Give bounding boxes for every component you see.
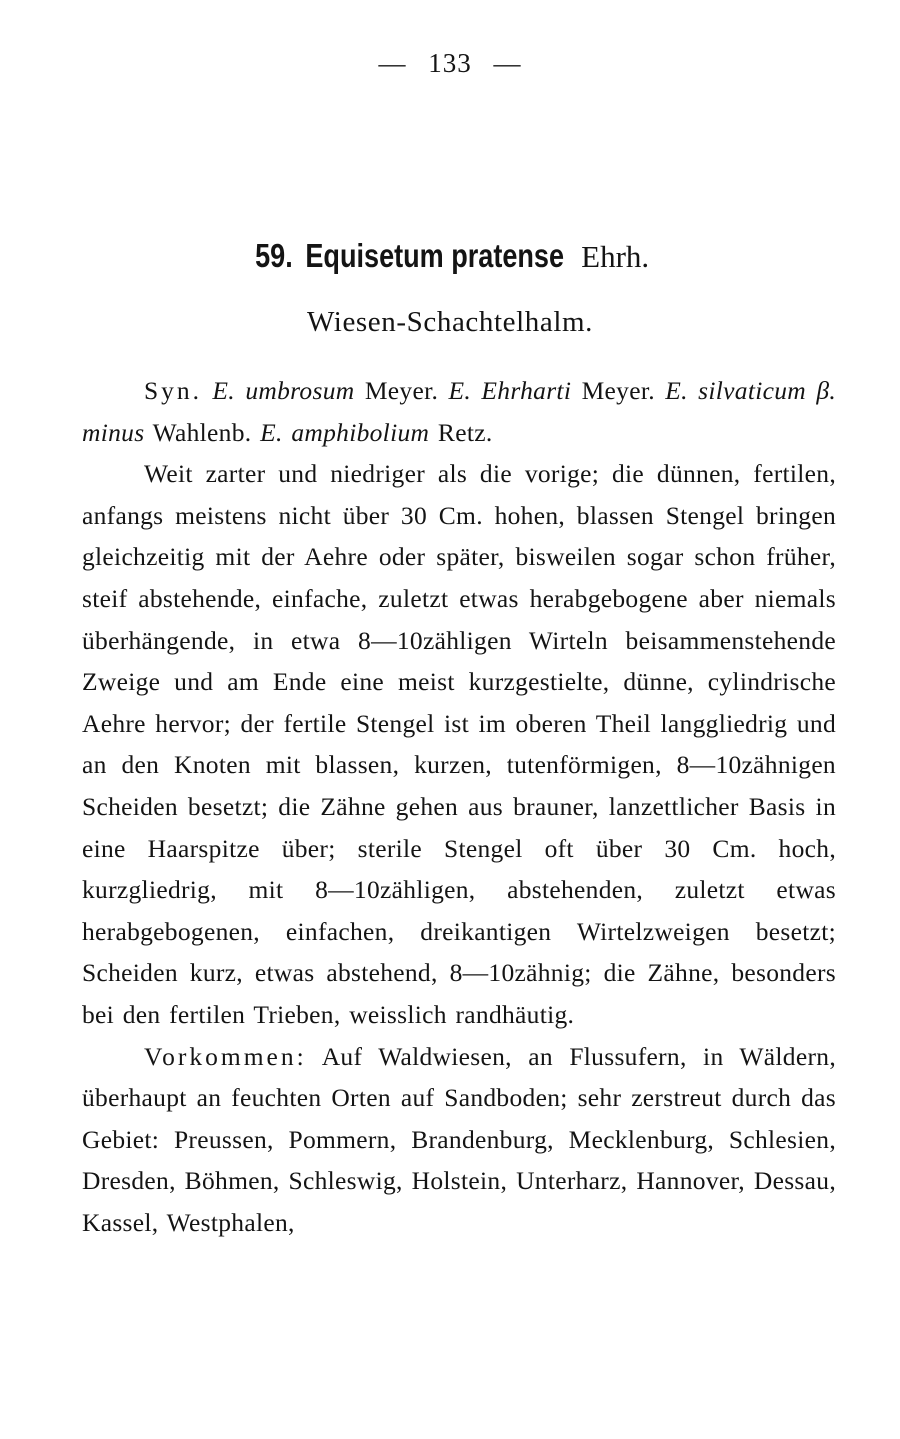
species-heading <box>0 236 900 277</box>
common-name: Wiesen-Schachtelhalm. <box>306 306 594 338</box>
synonym: E. umbrosum <box>212 376 355 405</box>
occurrence-paragraph <box>82 1036 836 1244</box>
synonym-author: Retz. <box>429 417 493 447</box>
species-name: Equisetum pratense <box>305 237 565 274</box>
occurrence-text: Auf Waldwiesen, an Flussufern, in Wäldern, überhaupt an feuchten Orten auf Sandboden; sehr zerstreut durch das Gebiet: Preussen, Pommern, Brandenburg, Mecklenburg, Schlesien, Dresden, Böhmen, Schleswig, Holstein, Unterharz, Hannover, Dessau, Kassel, Westphalen, <box>82 1041 836 1237</box>
synonyms-label: Syn. <box>144 376 203 405</box>
body-text <box>82 370 836 1243</box>
synonym: E. silvaticum β. minus <box>82 376 837 447</box>
synonym: E. amphibolium <box>260 417 430 447</box>
synonym-author: Wahlenb. <box>144 417 261 447</box>
synonym-author: Meyer. <box>354 376 449 405</box>
synonym: E. Ehrharti <box>448 376 572 405</box>
occurrence-label: Vorkommen: <box>144 1041 307 1071</box>
description-paragraph: Weit zarter und niedriger als die vorige; die dünnen, fertilen, anfangs meistens nicht über 30 Cm. hohen, blassen Stengel bringen gleichzeitig mit der Aehre oder später, bisweilen sogar schon früher, steif abstehende, einfache, zuletzt etwas herabgebogene aber niemals überhängende, in etwa 8—10zähligen Wirteln beisammenstehende Zweige und am Ende eine meist kurzgestielte, dünne, cylindrische Aehre hervor; der fertile Stengel ist im oberen Theil langgliedrig und an den Knoten mit blassen, kurzen, tutenförmigen, 8—10zähnigen Scheiden besetzt; die Zähne gehen aus brauner, lanzettlicher Basis in eine Haarspitze über; sterile Stengel oft über 30 Cm. hoch, kurzgliedrig, mit 8—10zähligen, abstehenden, zuletzt etwas herabgebogenen, einfachen, dreikantigen Wirtelzweigen besetzt; Scheiden kurz, etwas abstehend, 8—10zähnig; die Zähne, besonders bei den fertilen Trieben, weisslich randhäutig. <box>82 459 836 1029</box>
species-number: 59. <box>254 237 293 274</box>
page-number: — 133 — <box>378 48 522 78</box>
synonyms-paragraph <box>82 370 836 453</box>
synonym-author: Meyer. <box>571 376 666 405</box>
species-author: Ehrh. <box>581 239 650 274</box>
